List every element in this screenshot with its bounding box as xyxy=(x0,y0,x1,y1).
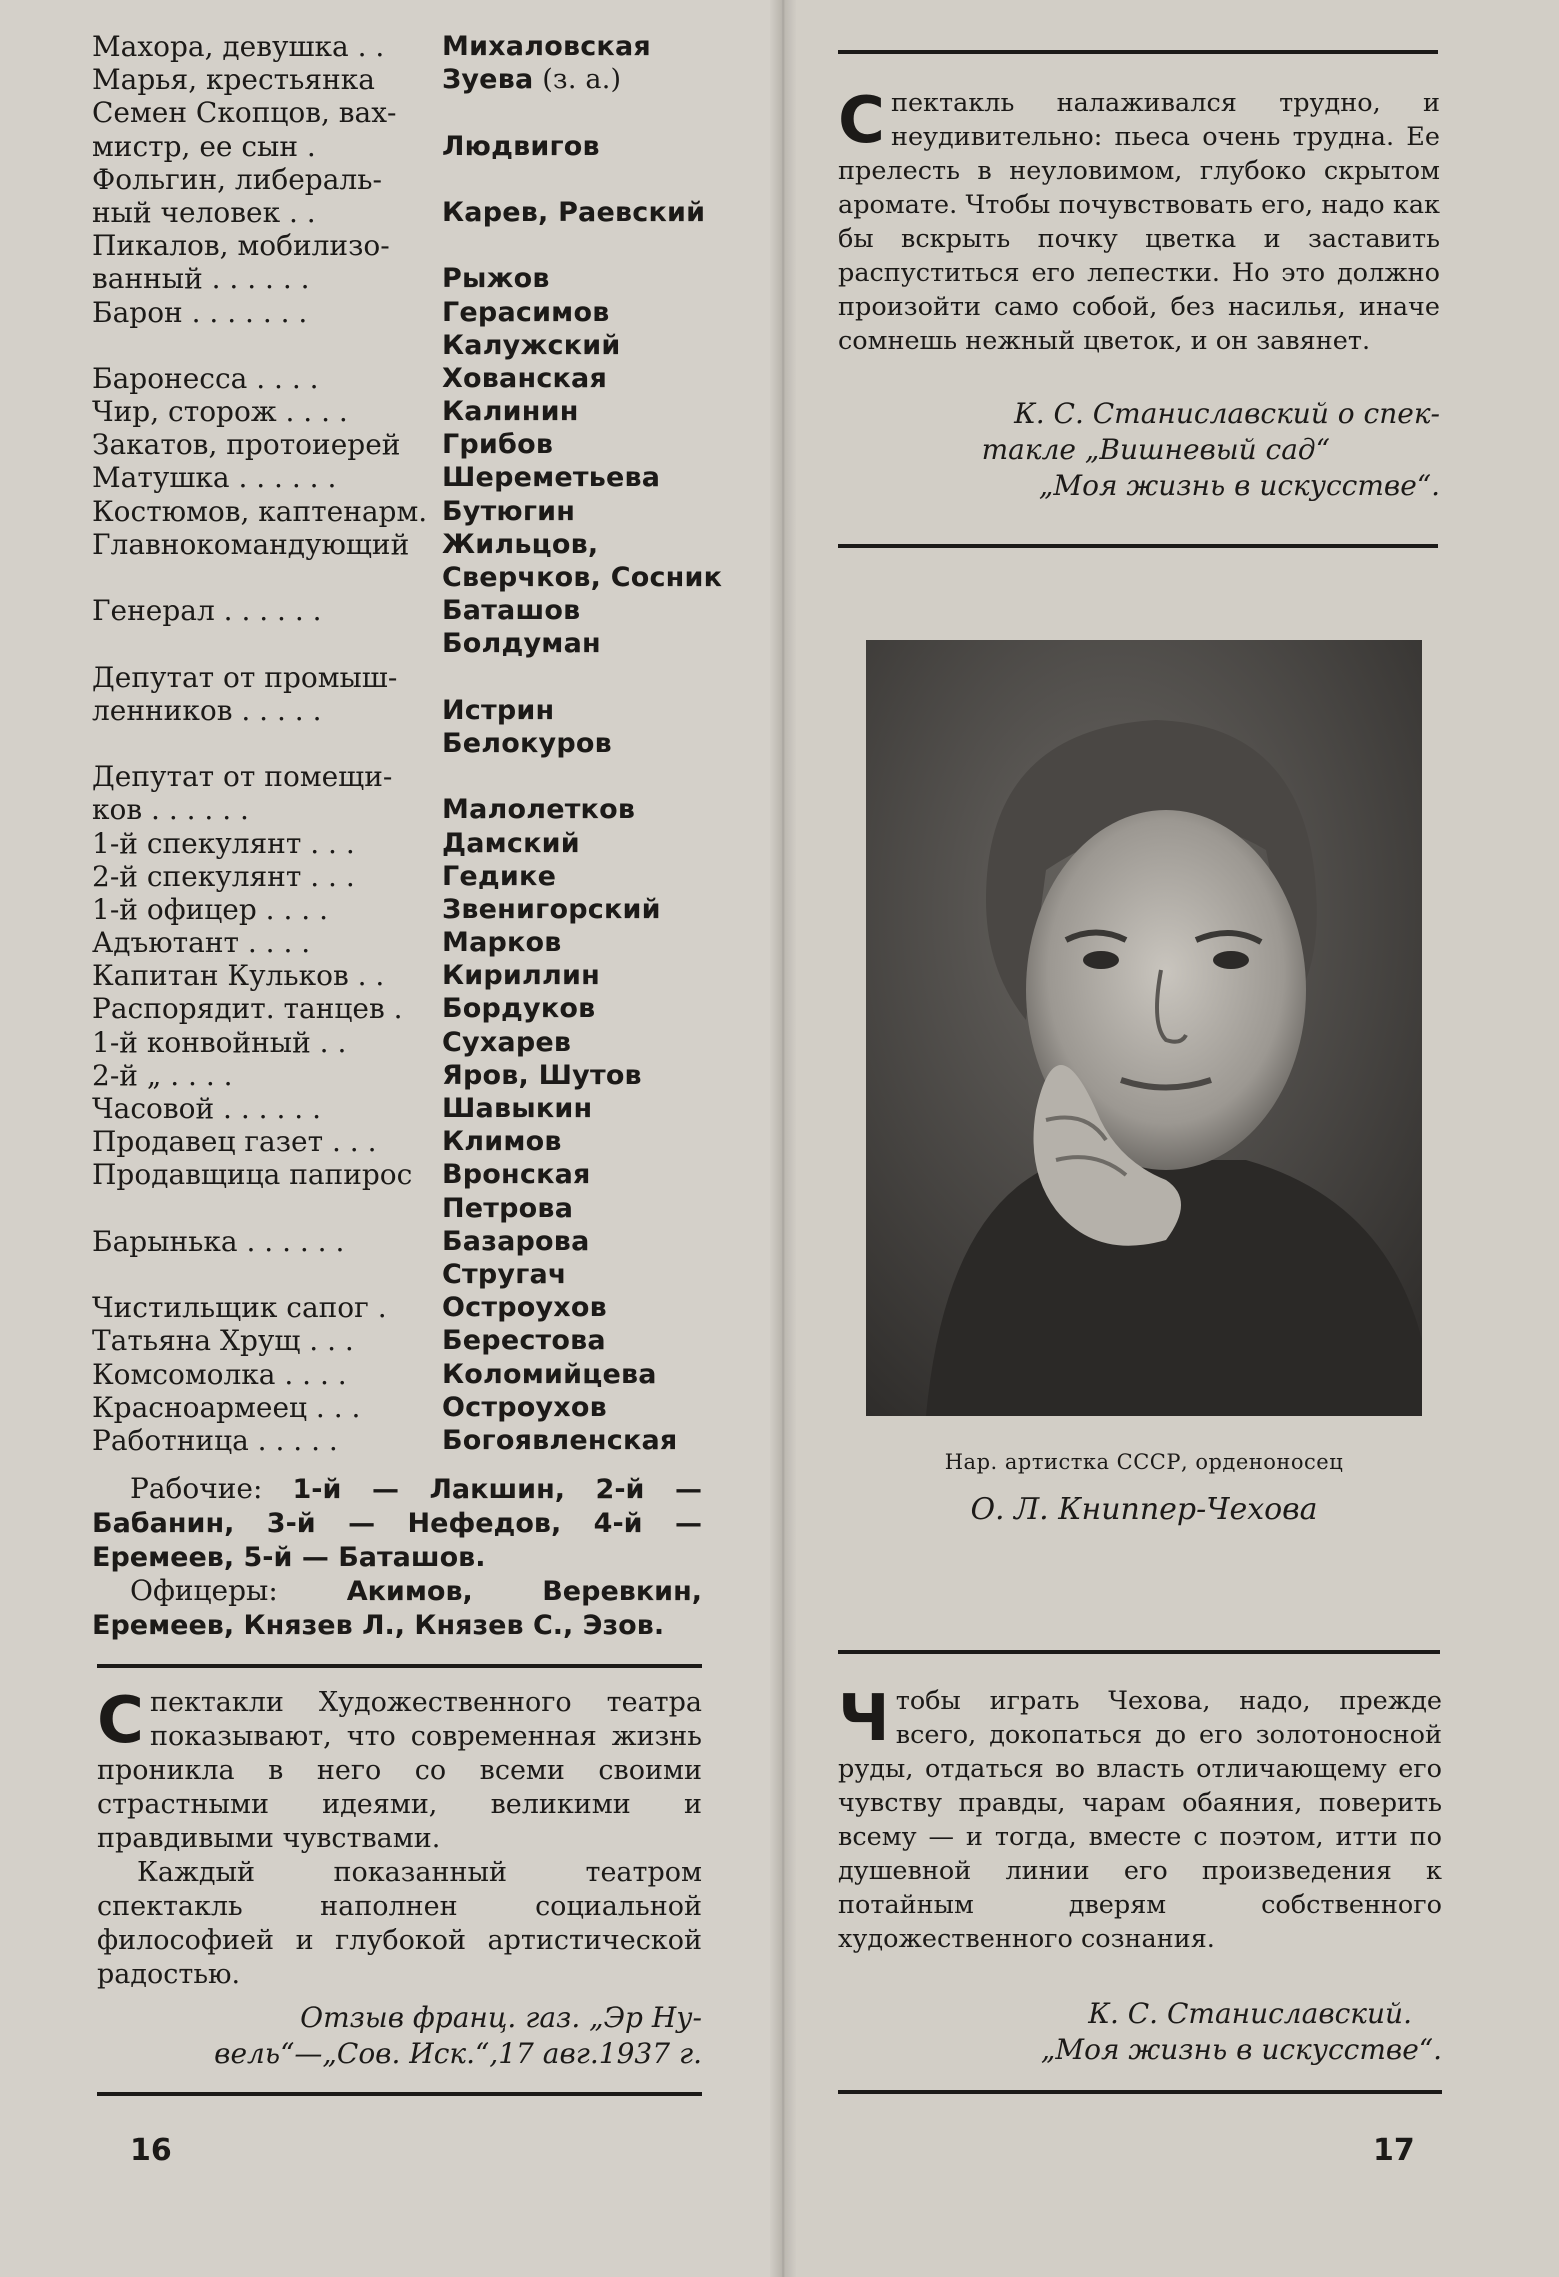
cast-row xyxy=(92,329,732,362)
cast-role: Барынька . . . . . . xyxy=(92,1224,345,1258)
cast-row xyxy=(92,727,732,760)
actor-name: Михаловская xyxy=(442,31,651,62)
cast-role: Главнокомандующий xyxy=(92,527,410,561)
actor-name: Баташов xyxy=(442,595,581,627)
actor-name: Коломийцева xyxy=(442,1358,657,1390)
actor-name: Людвигов xyxy=(442,130,600,162)
page-number-left: 16 xyxy=(130,2133,172,2168)
cast-role: Комсомолка . . . . xyxy=(92,1357,347,1391)
cast-actor xyxy=(442,428,553,461)
workers-names: 1-й — Лакшин, 2-й — Бабанин, 3-й — Нефедов, 4-й — Еремеев, 5-й — Баташов. xyxy=(92,1474,702,1573)
cast-role: Генерал . . . . . . xyxy=(92,594,322,628)
divider-rule xyxy=(838,544,1438,548)
cast-row xyxy=(92,893,732,926)
cast-role: ный человек . . xyxy=(92,195,316,229)
cast-actor xyxy=(442,1026,571,1059)
actor-name: Остроухов xyxy=(442,1292,607,1324)
actor-name: Берестова xyxy=(442,1325,606,1357)
divider-rule xyxy=(97,1664,702,1668)
dropcap: С xyxy=(97,1684,144,1758)
dropcap: Ч xyxy=(838,1682,890,1756)
signature-line-2: такле „Вишневый сад“ xyxy=(981,433,1330,466)
cast-role: Работница . . . . . xyxy=(92,1423,338,1457)
actor-name: Болдуман xyxy=(442,628,601,660)
cast-role: ков . . . . . . xyxy=(92,793,249,827)
cast-actor xyxy=(442,395,579,428)
cast-actor xyxy=(442,893,661,926)
cast-actor xyxy=(442,1059,642,1092)
cast-row xyxy=(92,1391,732,1424)
dropcap: С xyxy=(838,84,885,158)
officers-names: Акимов, Веревкин, Еремеев, Князев Л., Князев С., Эзов. xyxy=(92,1576,702,1641)
cast-list xyxy=(92,30,732,1457)
signature-line-3: „Моя жизнь в искусстве“. xyxy=(1038,469,1440,502)
cast-role: Чир, сторож . . . . xyxy=(92,395,348,429)
review-source xyxy=(97,2000,702,2072)
cast-role: мистр, ее сын . xyxy=(92,129,316,163)
cast-role: Семен Скопцов, вах- xyxy=(92,96,397,130)
divider-rule xyxy=(838,50,1438,54)
cast-actor xyxy=(442,30,651,63)
cast-actor xyxy=(442,992,595,1025)
cast-actor xyxy=(442,793,635,826)
actor-name: Герасимов xyxy=(442,296,610,328)
page-gutter xyxy=(770,0,796,2277)
cast-actor xyxy=(442,528,598,561)
divider-rule xyxy=(97,2092,702,2096)
cast-row xyxy=(92,495,732,528)
signature-line-2: „Моя жизнь в искусстве“. xyxy=(1040,2033,1442,2066)
cast-row xyxy=(92,362,732,395)
cast-actor xyxy=(442,1358,657,1391)
cast-actor xyxy=(442,1324,606,1357)
cast-row xyxy=(92,1225,732,1258)
cast-role: Махора, девушка . . xyxy=(92,30,385,63)
cast-role: Чистильщик сапог . xyxy=(92,1291,387,1325)
cast-actor xyxy=(442,1225,590,1258)
cast-role: ленников . . . . . xyxy=(92,693,322,727)
cast-row xyxy=(92,63,732,96)
cast-actor xyxy=(442,926,562,959)
cast-row xyxy=(92,594,732,627)
cast-role: Депутат от промыш- xyxy=(92,660,398,694)
cast-role: Закатов, протоиерей xyxy=(92,428,401,462)
actor-name: Сухарев xyxy=(442,1026,572,1058)
actor-name: Гедике xyxy=(442,860,557,892)
actor-name: Шереметьева xyxy=(442,462,661,494)
cast-row xyxy=(92,1358,732,1391)
workers-label: Рабочие: xyxy=(130,1472,293,1505)
cast-row xyxy=(92,1291,732,1324)
review-source-line-2: вель“—„Сов. Иск.“,17 авг.1937 г. xyxy=(214,2037,702,2070)
cast-row xyxy=(92,130,732,163)
actor-name: Марков xyxy=(442,927,562,959)
actor-name: Белокуров xyxy=(442,727,612,759)
cast-actor xyxy=(442,262,550,295)
cast-row xyxy=(92,96,732,129)
cast-actor xyxy=(442,1424,677,1457)
cast-role: 2-й спекулянт . . . xyxy=(92,859,355,893)
actor-name: Шавыкин xyxy=(442,1093,593,1124)
divider-rule xyxy=(838,1650,1440,1654)
photo-caption-title: Нар. артистка СССР, орденоносец xyxy=(944,1450,1344,1474)
cast-actor xyxy=(442,1125,562,1158)
actor-name: Богоявленская xyxy=(442,1424,678,1456)
cast-row xyxy=(92,694,732,727)
cast-role: ванный . . . . . . xyxy=(92,262,310,296)
cast-row xyxy=(92,1026,732,1059)
actor-name: Петрова xyxy=(442,1192,574,1224)
quote-bottom-text: тобы играть Чехова, надо, прежде всего, докопаться до его золотоносной руды, отдаться во власть отличающему его чувству правды, чарам обаяния, поверить всему — и тогда, вместе с поэтом, итти по душевной линии его произведения к потайным дверям собственного художественного сознания. xyxy=(838,1686,1442,1954)
photo-caption-name: О. Л. Книппер-Чехова xyxy=(970,1492,1318,1527)
cast-actor xyxy=(442,1158,591,1191)
cast-actor xyxy=(442,362,607,395)
cast-actor xyxy=(442,627,601,660)
cast-row xyxy=(92,229,732,262)
actor-name: Сверчков, Сосник xyxy=(442,562,723,593)
cast-actor xyxy=(442,1192,573,1225)
actor-name: Вронская xyxy=(442,1159,591,1191)
cast-row xyxy=(92,561,732,594)
stanislavsky-quote-top xyxy=(838,86,1440,358)
stanislavsky-quote-bottom xyxy=(838,1684,1442,1956)
quote-top-signature xyxy=(838,396,1440,504)
actor-name: Кириллин xyxy=(442,960,600,992)
cast-actor xyxy=(442,329,621,362)
cast-role: Красноармеец . . . xyxy=(92,1390,361,1424)
cast-actor xyxy=(442,296,610,329)
cast-row xyxy=(92,627,732,660)
cast-row xyxy=(92,992,732,1025)
cast-row xyxy=(92,860,732,893)
actor-name: Бордуков xyxy=(442,993,596,1025)
cast-row xyxy=(92,1158,732,1191)
actor-name: Калинин xyxy=(442,396,579,428)
cast-row xyxy=(92,163,732,196)
cast-actor xyxy=(442,1291,607,1324)
portrait-photo xyxy=(866,640,1422,1416)
cast-row xyxy=(92,1092,732,1125)
cast-actor xyxy=(442,1258,567,1291)
cast-actor xyxy=(442,130,600,163)
actor-name: Яров, Шутов xyxy=(442,1059,642,1091)
cast-role: Часовой . . . . . . xyxy=(92,1092,321,1125)
cast-role: Баронесса . . . . xyxy=(92,361,319,395)
actor-name: Грибов xyxy=(442,429,554,461)
cast-groups xyxy=(92,1472,702,1642)
page-number-right: 17 xyxy=(1373,2133,1415,2168)
cast-actor xyxy=(442,1391,607,1424)
actor-name: Калужский xyxy=(442,329,621,361)
cast-actor xyxy=(442,1092,592,1125)
actor-name: Остроухов xyxy=(442,1391,607,1423)
quote-top-text: пектакль налаживался трудно, и неудивительно: пьеса очень трудна. Ее прелесть в неуловимом, глубоко скрытом аромате. Чтобы почувствовать его, надо как бы вскрыть почку цветка и заставить распуститься его лепестки. Но это должно произойти само собой, без насилья, иначе сомнешь нежный цветок, и он завянет. xyxy=(838,88,1440,356)
actor-name: Дамский xyxy=(442,827,580,859)
signature-line-1: К. С. Станиславский. xyxy=(1088,1997,1412,2030)
review-paragraph-2: Каждый показанный театром спектакль наполнен социальной философией и глубокой артистической радостью. xyxy=(97,1857,702,1990)
actor-name: Карев, Раевский xyxy=(442,196,706,228)
actor-note: (з. а.) xyxy=(533,64,622,96)
cast-role: Депутат от помещи- xyxy=(92,760,393,794)
cast-row xyxy=(92,793,732,826)
cast-role: 1-й конвойный . . xyxy=(92,1025,347,1059)
cast-actor xyxy=(442,594,580,627)
actor-name: Климов xyxy=(442,1126,562,1158)
cast-row xyxy=(92,395,732,428)
cast-row xyxy=(92,827,732,860)
cast-role: Адъютант . . . . xyxy=(92,926,311,960)
cast-actor xyxy=(442,959,600,992)
quote-bottom-signature xyxy=(838,1996,1442,2068)
cast-role: Костюмов, каптенарм. xyxy=(92,494,428,528)
cast-row xyxy=(92,1059,732,1092)
actor-name: Зуева xyxy=(442,64,534,96)
portrait-image xyxy=(866,640,1422,1416)
cast-actor xyxy=(442,63,621,96)
cast-row xyxy=(92,1324,732,1357)
cast-row xyxy=(92,1424,732,1457)
cast-role: Продавец газет . . . xyxy=(92,1125,377,1159)
cast-role: Фольгин, либераль- xyxy=(92,162,382,196)
cast-row xyxy=(92,1192,732,1225)
workers-line xyxy=(92,1472,702,1574)
actor-name: Звенигорский xyxy=(442,893,661,925)
cast-actor xyxy=(442,461,660,494)
cast-actor xyxy=(442,694,554,727)
cast-actor xyxy=(442,196,705,229)
cast-role: 1-й спекулянт . . . xyxy=(92,826,355,860)
cast-role: Распорядит. танцев . xyxy=(92,992,403,1026)
cast-role: Матушка . . . . . . xyxy=(92,461,337,495)
cast-row xyxy=(92,926,732,959)
cast-row xyxy=(92,196,732,229)
cast-actor xyxy=(442,727,612,760)
cast-row xyxy=(92,461,732,494)
signature-line-1: К. С. Станиславский о спек- xyxy=(1014,397,1440,430)
cast-row xyxy=(92,1258,732,1291)
actor-name: Малолетков xyxy=(442,794,636,826)
cast-role: Татьяна Хрущ . . . xyxy=(92,1324,354,1358)
review-source-line-1: Отзыв франц. газ. „Эр Ну- xyxy=(300,2001,702,2034)
officers-line xyxy=(92,1574,702,1642)
cast-row xyxy=(92,528,732,561)
cast-row xyxy=(92,760,732,793)
cast-row xyxy=(92,959,732,992)
actor-name: Хованская xyxy=(442,362,608,394)
cast-row xyxy=(92,296,732,329)
cast-role: Капитан Кульков . . xyxy=(92,959,385,993)
actor-name: Истрин xyxy=(442,694,555,726)
cast-row xyxy=(92,1125,732,1158)
actor-name: Бутюгин xyxy=(442,495,576,527)
officers-label: Офицеры: xyxy=(130,1574,347,1607)
actor-name: Рыжов xyxy=(442,263,550,295)
cast-actor xyxy=(442,495,575,528)
cast-row xyxy=(92,428,732,461)
review-quote xyxy=(97,1686,702,1992)
divider-rule xyxy=(838,2090,1442,2094)
cast-role: Марья, крестьянка xyxy=(92,63,375,97)
cast-actor xyxy=(442,860,556,893)
cast-row xyxy=(92,661,732,694)
cast-row xyxy=(92,30,732,63)
review-paragraph-1: пектакли Художественного театра показывают, что современная жизнь проникла в него со всеми своими страстными идеями, великими и правдивыми чувствами. xyxy=(97,1687,702,1854)
cast-row xyxy=(92,262,732,295)
actor-name: Жильцов, xyxy=(442,528,599,560)
cast-role: Продавщица папирос xyxy=(92,1158,413,1192)
actor-name: Стругач xyxy=(442,1258,567,1290)
cast-actor xyxy=(442,561,722,594)
actor-name: Базарова xyxy=(442,1225,590,1257)
cast-actor xyxy=(442,827,580,860)
cast-role: 1-й офицер . . . . xyxy=(92,892,328,926)
cast-role: Пикалов, мобилизо- xyxy=(92,229,390,263)
cast-role: Барон . . . . . . . xyxy=(92,295,308,329)
cast-role: 2-й „ . . . . xyxy=(92,1058,233,1092)
